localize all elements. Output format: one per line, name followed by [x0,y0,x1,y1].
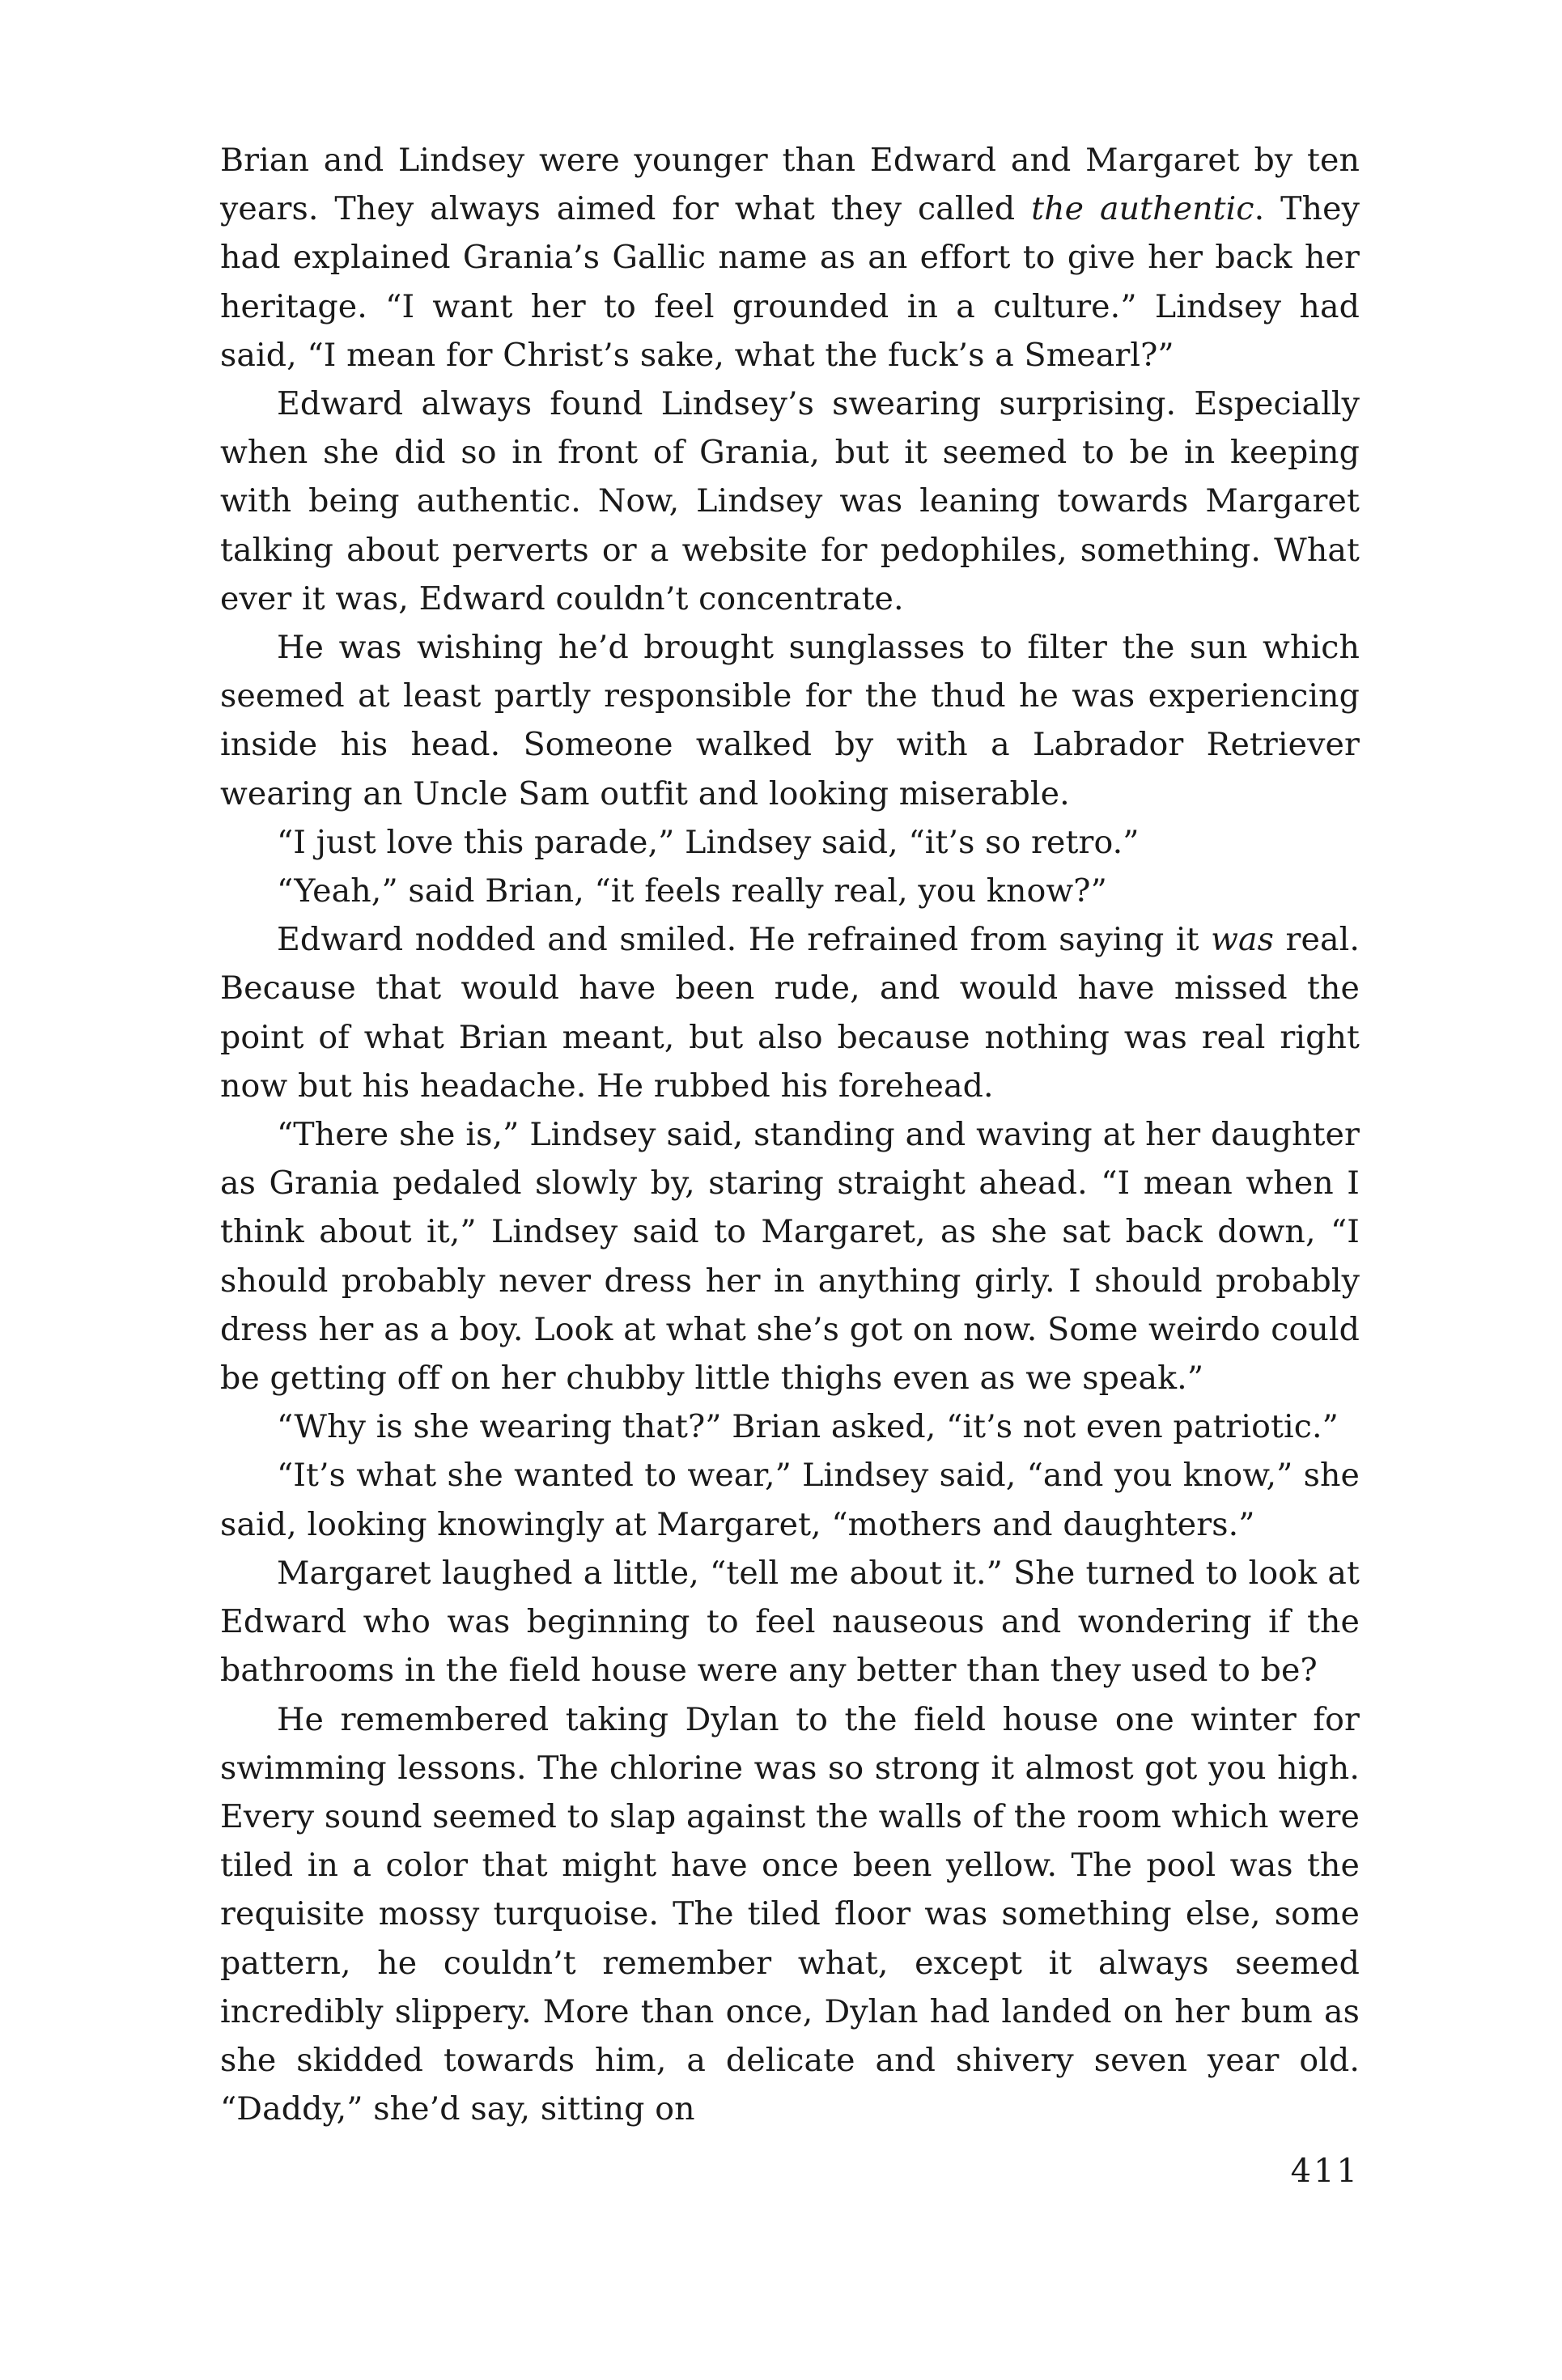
italic-text: was [1211,921,1275,959]
paragraph [220,380,1360,623]
paragraph [220,1695,1360,2134]
paragraph-text: Edward nodded and smiled. He refrained from saying it [277,921,1212,959]
paragraph-text: “Yeah,” said Brian, “it feels really real, you know?” [277,872,1107,910]
paragraph [220,915,1360,1110]
paragraph-text: real. Because that would have been rude, and would have missed the point of what Brian meant, but also because nothing was real right now but his headache. He rubbed his forehead. [220,921,1360,1105]
italic-text: the authentic [1031,190,1254,228]
paragraph-text: He remembered taking Dylan to the field house one winter for swimming lessons. The chlorine was so strong it almost got you high. Every sound seemed to slap against the walls of the room which were tiled in a color that might have once been yellow. The pool was the requisite mossy turquoise. The tiled floor was something else, some pattern, he couldn’t remember what, except it always seemed incredibly slippery. More than once, Dylan had landed on her bum as she skidded towards him, a delicate and shivery seven year old. “Daddy,” she’d say, sitting on [220,1700,1360,2128]
paragraph-text: “Why is she wearing that?” Brian asked, “it’s not even patriotic.” [277,1408,1339,1446]
page-number: 411 [1290,2153,1360,2190]
paragraph [220,1402,1360,1451]
paragraph-text: “I just love this parade,” Lindsey said, “it’s so retro.” [277,823,1140,861]
paragraph [220,818,1360,867]
paragraph [220,1549,1360,1695]
paragraph [220,136,1360,380]
paragraph-text: Brian and Lindsey were younger than Edward and Margaret by ten years. They always aimed for what they called [220,142,1360,228]
paragraph-text: He was wishing he’d brought sunglasses to filter the sun which seemed at least partly responsible for the thud he was experiencing inside his head. Someone walked by with a Labrador Retriever wearing an Uncle Sam outfit and looking miserable. [220,629,1360,812]
paragraph-text: “There she is,” Lindsey said, standing and waving at her daughter as Grania pedaled slowly by, staring straight ahead. “I mean when I think about it,” Lindsey said to Margaret, as she sat back down, “I should probably never dress her in anything girly. I should probably dress her as a boy. Look at what she’s got on now. Some weirdo could be getting off on her chubby little thighs even as we speak.” [220,1116,1360,1398]
paragraph [220,1451,1360,1548]
paragraph-text: Edward always found Lindsey’s swearing surprising. Especially when she did so in front of Grania, but it seemed to be in keeping with being authentic. Now, Lindsey was leaning towards Margaret talking about perverts or a website for pedophiles, something. What ever it was, Edward couldn’t concentrate. [220,385,1360,617]
paragraph-text: “It’s what she wanted to wear,” Lindsey said, “and you know,” she said, looking knowingly at Margaret, “mothers and daughters.” [220,1457,1360,1543]
paragraph-text: . They had explained Grania’s Gallic name as an effort to give her back her heritage. “I want her to feel grounded in a culture.” Lindsey had said, “I mean for Christ’s sake, what the fuck’s a Smearl?” [220,190,1360,374]
body-text [220,136,1360,2133]
paragraph [220,867,1360,915]
paragraph [220,1110,1360,1402]
paragraph-text: Margaret laughed a little, “tell me about it.” She turned to look at Edward who was beginning to feel nauseous and wondering if the bathrooms in the field house were any better than they used to be? [220,1554,1360,1690]
paragraph [220,623,1360,818]
